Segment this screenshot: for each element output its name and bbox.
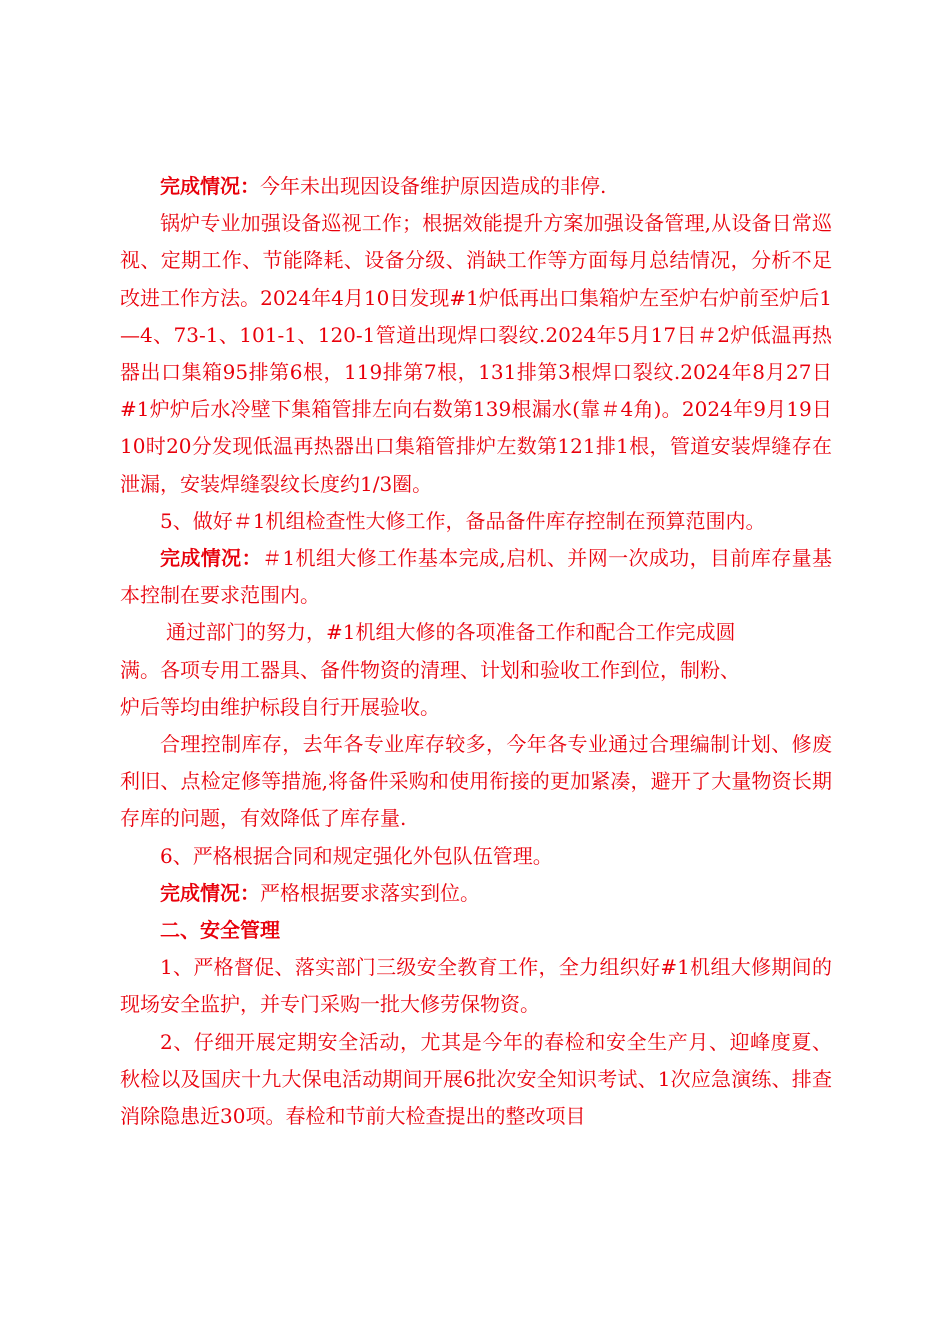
safety-item-1-paragraph: 1、严格督促、落实部门三级安全教育工作，全力组织好#1机组大修期间的现场安全监护，并专门采购一批大修劳保物资。 — [120, 955, 832, 1017]
completion-label: 完成情况： — [160, 546, 262, 571]
completion-label: 完成情况： — [160, 880, 260, 905]
completion-status-paragraph-3 — [120, 875, 832, 912]
boiler-inspection-paragraph: 锅炉专业加强设备巡视工作；根据效能提升方案加强设备管理,从设备日常巡视、定期工作、节能降耗、设备分级、消缺工作等方面每月总结情况，分析不足改进工作方法。2024年4月10日发现#1炉低再出口集箱炉左至炉右炉前至炉后1—4、73-1、101-1、120-1管道出现焊口裂纹.2024年5月17日＃2炉低温再热器出口集箱95排第6根，119排第7根，131排第3根焊口裂纹.2024年8月27日#1炉炉后水冷壁下集箱管排左向右数第139根漏水(靠＃4角)。2024年9月19日10时20分发现低温再热器出口集箱管排炉左数第121排1根，管道安装焊缝存在泄漏，安装焊缝裂纹长度约1/3圈。 — [120, 211, 832, 496]
document-page — [120, 168, 832, 1135]
inventory-control-paragraph: 合理控制库存，去年各专业库存较多，今年各专业通过合理编制计划、修废利旧、点检定修等措施,将备件采购和使用衔接的更加紧凑，避开了大量物资长期存库的问题，有效降低了库存量. — [120, 732, 832, 831]
overhaul-effort-paragraph — [120, 614, 832, 726]
completion-status-paragraph-1 — [120, 168, 832, 205]
paragraph-line: 通过部门的努力，#1机组大修的各项准备工作和配合工作完成圆 — [166, 620, 736, 645]
paragraph-line: 满。各项专用工器具、备件物资的清理、计划和验收工作到位，制粉、 — [120, 657, 740, 682]
paragraph-line: 炉后等均由维护标段自行开展验收。 — [120, 694, 440, 719]
item-6-paragraph: 6、严格根据合同和规定强化外包队伍管理。 — [160, 843, 553, 868]
completion-text: ＃1机组大修工作基本完成,启机、并网一次成功，目前库存量基本控制在要求范围内。 — [120, 546, 833, 608]
item-5-paragraph: 5、做好＃1机组检查性大修工作，备品备件库存控制在预算范围内。 — [160, 508, 766, 533]
completion-label: 完成情况： — [160, 174, 260, 198]
completion-text: 今年未出现因设备维护原因造成的非停. — [260, 174, 607, 198]
completion-text: 严格根据要求落实到位。 — [260, 880, 480, 905]
section-heading-safety: 二、安全管理 — [160, 918, 280, 943]
completion-status-paragraph-2 — [120, 540, 832, 614]
safety-item-2-paragraph: 2、仔细开展定期安全活动，尤其是今年的春检和安全生产月、迎峰度夏、秋检以及国庆十九大保电活动期间开展6批次安全知识考试、1次应急演练、排查消除隐患近30项。春检和节前大检查提出的整改项目 — [120, 1029, 832, 1129]
